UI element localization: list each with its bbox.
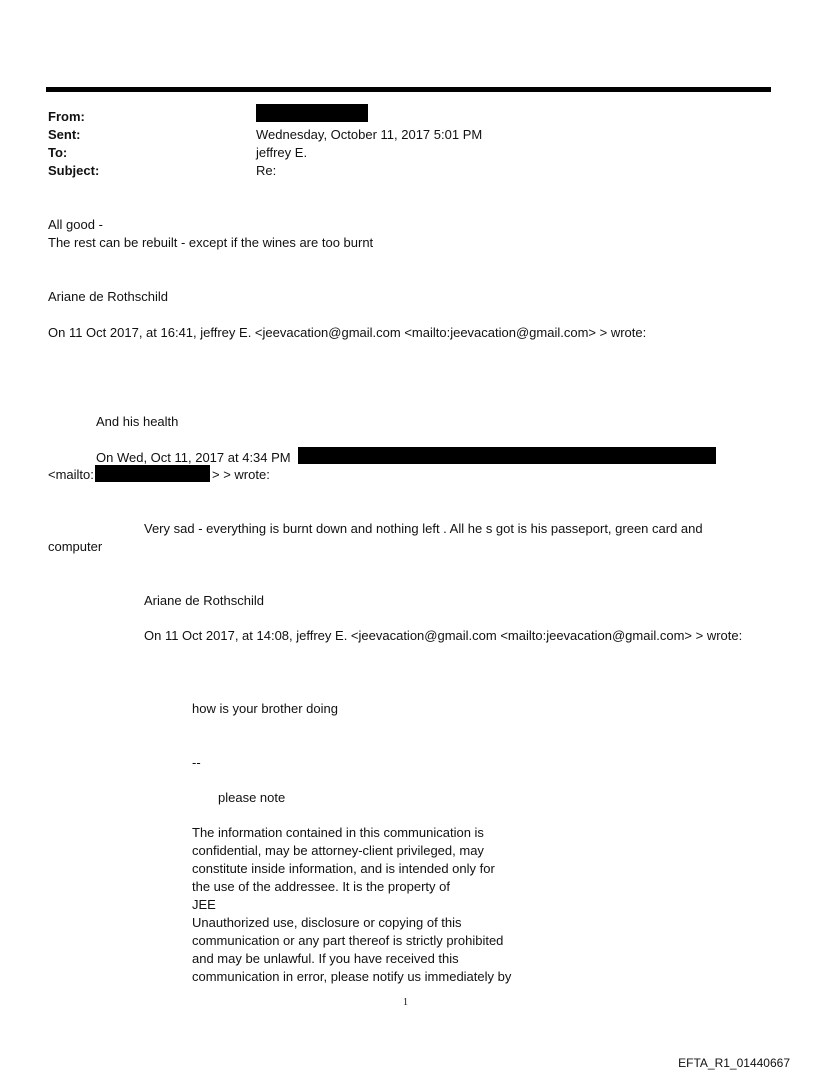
sent-value: Wednesday, October 11, 2017 5:01 PM (256, 127, 483, 142)
disclaimer-line: JEE (192, 897, 216, 912)
subject-value: Re: (256, 163, 277, 178)
subject-label: Subject: (48, 163, 100, 178)
reply-2-line-1: Very sad - everything is burnt down and nothing left . All he s got is his passeport, green card and (144, 521, 703, 536)
quote-header-3: On 11 Oct 2017, at 14:08, jeffrey E. <jeevacation@gmail.com <mailto:jeevacation@gmail.com> > wrote: (144, 628, 743, 643)
signature-separator: -- (192, 755, 201, 770)
sender-redaction (298, 447, 716, 464)
disclaimer-line: The information contained in this communication is (192, 825, 484, 840)
quote-header-1: On 11 Oct 2017, at 16:41, jeffrey E. <jeevacation@gmail.com <mailto:jeevacation@gmail.com> > wrote: (48, 325, 647, 340)
note-title: please note (218, 790, 286, 805)
to-label: To: (48, 145, 68, 160)
disclaimer-line: communication in error, please notify us immediately by (192, 969, 512, 984)
to-value: jeffrey E. (256, 145, 308, 160)
signature-1: Ariane de Rothschild (48, 289, 168, 304)
signature-2: Ariane de Rothschild (144, 593, 264, 608)
disclaimer-line: confidential, may be attorney-client privileged, may (192, 843, 484, 858)
quote-header-2-suffix: > > wrote: (212, 467, 270, 482)
header-rule (46, 87, 771, 92)
quote-header-2-mailto: <mailto: (48, 467, 94, 482)
body-line-1: All good - (48, 217, 103, 232)
from-label: From: (48, 109, 85, 124)
disclaimer-line: and may be unlawful. If you have received this (192, 951, 459, 966)
disclaimer-line: Unauthorized use, disclosure or copying of this (192, 915, 462, 930)
reply-2-line-2: computer (48, 539, 103, 554)
quote-header-2-start: On Wed, Oct 11, 2017 at 4:34 PM (96, 450, 291, 465)
reply-1: And his health (96, 414, 179, 429)
document-id: EFTA_R1_01440667 (678, 1056, 790, 1070)
mailto-redaction (95, 465, 210, 482)
disclaimer-line: constitute inside information, and is intended only for (192, 861, 495, 876)
page-number: 1 (403, 997, 408, 1008)
disclaimer-line: communication or any part thereof is strictly prohibited (192, 933, 504, 948)
disclaimer-line: the use of the addressee. It is the property of (192, 879, 450, 894)
reply-3: how is your brother doing (192, 701, 338, 716)
sent-label: Sent: (48, 127, 81, 142)
from-redaction (256, 104, 368, 122)
disclaimer (192, 824, 511, 986)
body-line-2: The rest can be rebuilt - except if the wines are too burnt (48, 235, 374, 250)
